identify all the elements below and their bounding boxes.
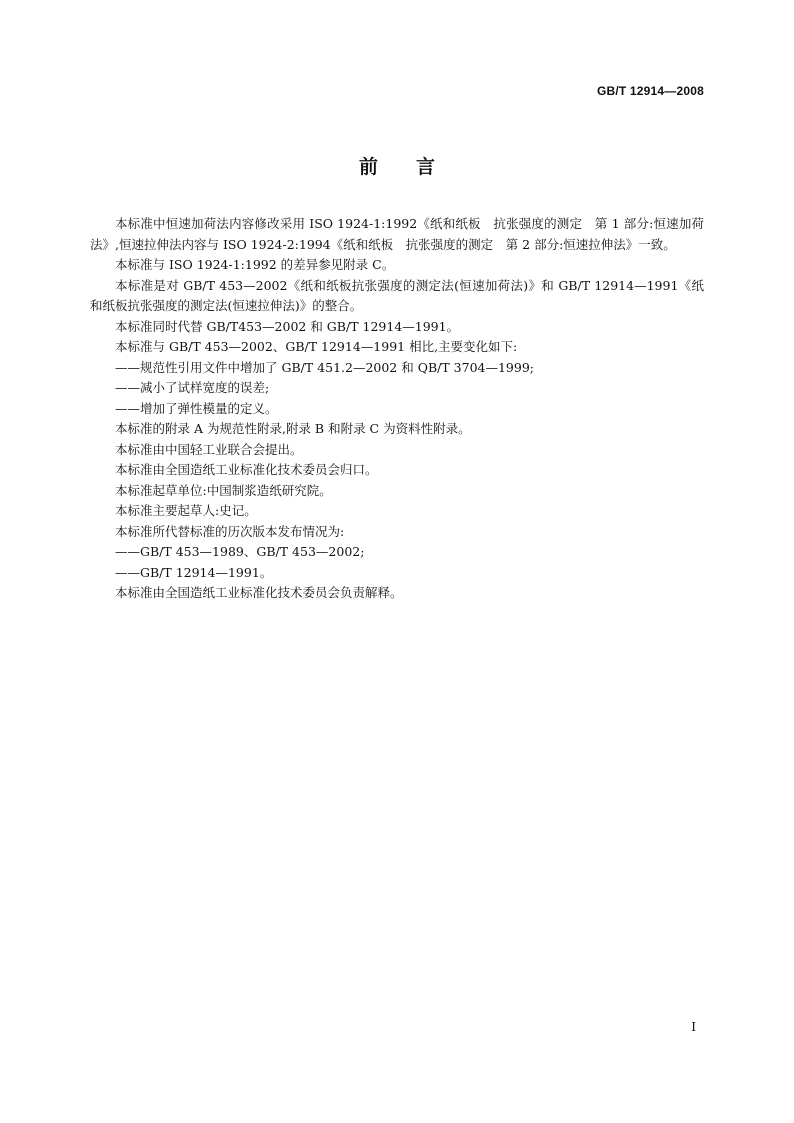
paragraph-5: 本标准与 GB/T 453—2002、GB/T 12914—1991 相比,主要变化如下: xyxy=(115,339,518,354)
history-item-1: ——GB/T 453—1989、GB/T 453—2002; xyxy=(115,544,365,559)
page-number: I xyxy=(691,1020,696,1034)
change-item-2: ——减小了试样宽度的误差; xyxy=(115,380,270,395)
page-title: 前言 xyxy=(358,156,473,178)
paragraph-interpretation: 本标准由全国造纸工业标准化技术委员会负责解释。 xyxy=(115,585,403,600)
standard-code-header: GB/T 12914—2008 xyxy=(596,84,704,98)
history-item-2: ——GB/T 12914—1991。 xyxy=(115,564,273,580)
paragraph-2: 本标准与 ISO 1924-1:1992 的差异参见附录 C。 xyxy=(115,257,395,272)
paragraph-1: 本标准中恒速加荷法内容修改采用 ISO 1924-1:1992《纸和纸板 抗张强度的测定 第 1 部分:恒速加荷法》,恒速拉伸法内容与 ISO 1924-2:1994《纸和纸板 抗张强度的测定 第 2 部分:恒速拉伸法》一致。 xyxy=(90,216,704,252)
paragraph-3: 本标准是对 GB/T 453—2002《纸和纸板抗张强度的测定法(恒速加荷法)》和 GB/T 12914—1991《纸和纸板抗张强度的测定法(恒速拉伸法)》的整合。 xyxy=(90,277,704,313)
paragraph-4: 本标准同时代替 GB/T453—2002 和 GB/T 12914—1991。 xyxy=(115,318,460,334)
foreword-body xyxy=(90,214,704,604)
change-item-1: ——规范性引用文件中增加了 GB/T 451.2—2002 和 QB/T 3704—1999; xyxy=(115,359,535,375)
paragraph-centralized: 本标准由全国造纸工业标准化技术委员会归口。 xyxy=(115,462,378,477)
paragraph-history: 本标准所代替标准的历次版本发布情况为: xyxy=(115,523,345,539)
paragraph-proposed: 本标准由中国轻工业联合会提出。 xyxy=(115,441,303,457)
change-item-3: ——增加了弹性模量的定义。 xyxy=(115,400,278,416)
paragraph-annex: 本标准的附录 A 为规范性附录,附录 B 和附录 C 为资料性附录。 xyxy=(115,421,471,436)
paragraph-drafter: 本标准主要起草人:史记。 xyxy=(115,503,257,518)
paragraph-drafting-unit: 本标准起草单位:中国制浆造纸研究院。 xyxy=(115,482,332,498)
